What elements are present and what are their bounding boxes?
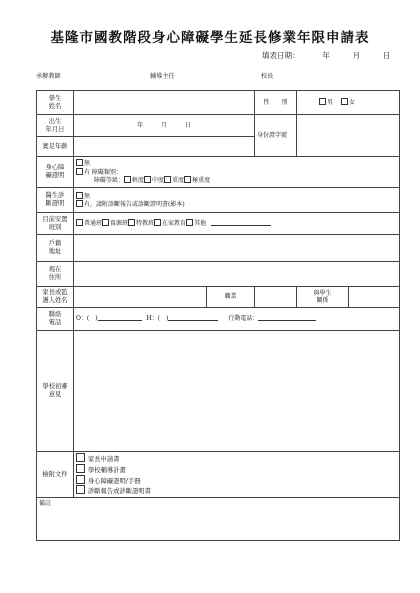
disability-field [74,157,400,188]
row-attachments [37,452,400,498]
disability-level-label: 障礙等級： [94,177,125,185]
attachment-parent-application-checkbox[interactable] [76,453,85,462]
attachment-diagnosis-report-label: 診斷報告或診斷證明書 [88,488,151,496]
female-label: 女 [348,99,355,107]
placement-regular-checkbox[interactable] [76,219,83,226]
guardian-name-label: 家長或監 護人姓名 [37,287,74,308]
placement-special-checkbox[interactable] [128,219,135,226]
placement-field [74,213,400,235]
level-mild-checkbox[interactable] [124,176,131,183]
attachments-label: 檢附文件 [37,452,74,498]
placement-resource-label: 資源班 [110,220,129,228]
phone-office-label: O：( ) [76,315,98,323]
signature-counselor: 輔導主任 [150,73,175,80]
attachment-diagnosis-report-checkbox[interactable] [76,485,85,494]
guardian-name-field[interactable] [74,287,207,308]
gender-label: 性 別 [255,91,297,115]
occupation-label: 職業 [207,287,255,308]
birth-day: 日 [184,121,191,129]
level-severe-label: 重度 [172,177,185,185]
level-profound-label: 極重度 [192,177,211,185]
level-moderate-checkbox[interactable] [144,176,151,183]
level-severe-checkbox[interactable] [164,176,171,183]
id-number-field[interactable] [297,115,400,157]
medical-label: 醫生診 斷證明 [37,188,74,213]
medical-field [74,188,400,213]
placement-label: 目前安置 班別 [37,213,74,235]
birth-date-label: 出生 年月日 [37,115,74,137]
phone-home-label: H：( ) [146,315,169,323]
disability-has-checkbox[interactable] [76,168,83,175]
relation-field[interactable] [349,287,400,308]
phone-mobile-input[interactable] [258,320,316,321]
fill-date-label: 填表日期： [262,51,300,60]
occupation-field[interactable] [255,287,297,308]
row-household-address [37,235,400,262]
row-current-address [37,262,400,287]
placement-home-checkbox[interactable] [154,219,161,226]
attachment-counseling-plan-checkbox[interactable] [76,464,85,473]
attachments-field [74,452,400,498]
fill-date-month: 月 [352,51,361,60]
medical-none-checkbox[interactable] [76,192,83,199]
birth-year: 年 [137,121,144,129]
level-mild-label: 輕度 [132,177,145,185]
id-number-label: 身份證字號 [255,115,297,157]
placement-other-checkbox[interactable] [186,219,193,226]
medical-has-checkbox[interactable] [76,200,83,207]
placement-home-label: 在家教育 [162,220,187,228]
level-profound-checkbox[interactable] [184,176,191,183]
fill-date-year: 年 [322,51,330,60]
phone-label: 聯絡 電話 [37,308,74,331]
attachment-counseling-plan-label: 學校輔導計畫 [88,466,126,474]
household-address-field[interactable] [74,235,400,262]
placement-resource-checkbox[interactable] [102,219,109,226]
disability-label: 身心障 礙證明 [37,157,74,188]
birth-date-field[interactable] [74,115,255,137]
placement-other-label: 其他 [194,220,207,228]
male-label: 男 [327,99,334,107]
age-label: 實足年齡 [37,137,74,157]
gender-field[interactable] [297,91,400,115]
row-phone [37,308,400,331]
male-checkbox[interactable] [319,98,326,105]
relation-label: 與學生 關係 [297,287,349,308]
form-title: 基隆市國教階段身心障礙學生延長修業年限申請表 [50,30,370,46]
row-student-name [37,91,400,115]
school-review-label: 學校初審 意見 [37,331,74,452]
attachment-parent-application-label: 家長申請書 [88,455,120,463]
placement-special-label: 特教班 [136,220,155,228]
phone-mobile-label: 行動電話： [228,315,259,323]
row-birth-date [37,115,400,137]
student-name-field[interactable] [74,91,255,115]
birth-month: 月 [161,121,168,129]
school-review-field[interactable] [74,331,400,452]
remarks-label: 備註 [39,500,52,507]
medical-has-label: 有，請附診斷報告或診斷證明書(影本) [84,201,185,208]
row-medical [37,188,400,213]
current-address-field[interactable] [74,262,400,287]
household-address-label: 戶籍 地址 [37,235,74,262]
age-field[interactable] [74,137,255,157]
remarks-field[interactable] [37,498,400,541]
signature-teacher: 承辦教師 [36,73,61,80]
row-disability [37,157,400,188]
disability-none-label: 無 [84,160,91,168]
female-checkbox[interactable] [341,98,348,105]
level-moderate-label: 中度 [152,177,165,185]
placement-other-input[interactable] [211,225,271,226]
phone-field [74,308,400,331]
attachment-disability-certificate-label: 身心障礙證明/手冊 [88,477,141,485]
current-address-label: 現在 住所 [37,262,74,287]
attachment-disability-certificate-checkbox[interactable] [76,475,85,484]
disability-has-label: 有 障礙類別： [84,168,122,176]
placement-regular-label: 普通班 [84,220,103,228]
medical-none-label: 無 [84,192,91,200]
fill-date-day: 日 [382,51,391,60]
disability-none-checkbox[interactable] [76,159,83,166]
row-placement [37,213,400,235]
student-name-label: 學生 姓名 [37,91,74,115]
application-form-table [36,90,400,541]
fill-date [262,50,390,61]
signature-principal: 校長 [261,73,274,80]
row-remarks [37,498,400,541]
row-school-review [37,331,400,452]
phone-home-input[interactable] [168,320,218,321]
phone-office-input[interactable] [98,320,142,321]
row-guardian [37,287,400,308]
